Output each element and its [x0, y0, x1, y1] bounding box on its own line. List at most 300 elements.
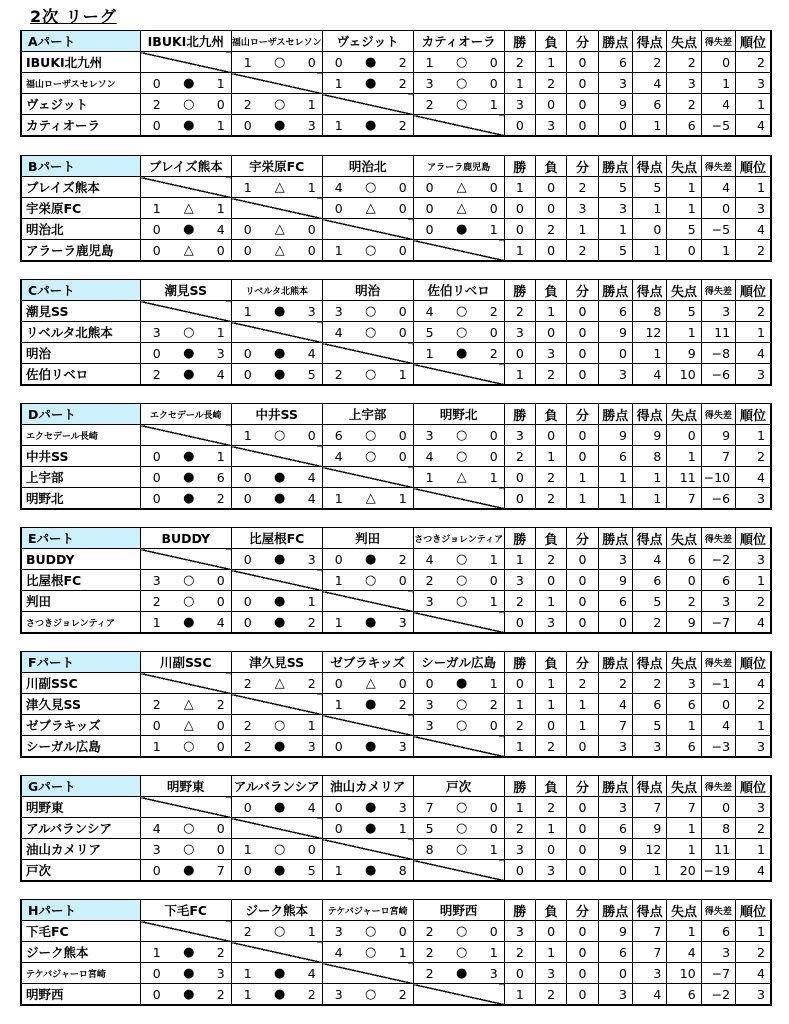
- self-match-cell: [322, 963, 413, 984]
- match-result: [322, 198, 413, 219]
- stat-gd: 8: [701, 818, 735, 839]
- stat-rank: 4: [736, 219, 771, 240]
- score-for: 2: [243, 717, 252, 733]
- result-mark: △: [274, 221, 285, 237]
- match-score: [141, 449, 231, 464]
- opponent-header: 上宇部: [322, 404, 413, 425]
- score-for: 3: [152, 841, 161, 857]
- league-table: [20, 775, 772, 882]
- stat-gf: 12: [632, 322, 666, 343]
- score-against: 4: [307, 490, 316, 506]
- result-mark: ●: [365, 799, 377, 815]
- team-name: 明治: [21, 343, 140, 364]
- stat-win: 1: [504, 984, 535, 1006]
- score-against: 1: [489, 469, 498, 485]
- match-score: [323, 697, 413, 712]
- stat-header-draw: 分: [567, 900, 598, 921]
- match-score: [141, 573, 231, 588]
- match-result: [231, 860, 322, 882]
- score-for: 0: [334, 799, 343, 815]
- score-for: 2: [425, 96, 434, 112]
- match-score: [232, 222, 322, 237]
- stat-ga: 2: [667, 591, 701, 612]
- stat-header-loss: 負: [535, 528, 566, 549]
- match-score: [232, 97, 322, 112]
- team-name: 比屋根FC: [21, 570, 140, 591]
- stat-header-loss: 負: [535, 900, 566, 921]
- league-table: [20, 899, 772, 1006]
- match-result: [140, 694, 231, 715]
- match-score: [232, 304, 322, 319]
- match-result: [413, 818, 504, 839]
- stat-gf: 8: [632, 446, 666, 467]
- score-for: 0: [243, 366, 252, 382]
- stat-draw: 0: [567, 736, 598, 758]
- score-against: 1: [307, 96, 316, 112]
- stat-header-rank: 順位: [736, 652, 771, 673]
- score-for: 4: [425, 551, 434, 567]
- score-against: 0: [307, 242, 316, 258]
- stat-draw: 0: [567, 446, 598, 467]
- stat-draw: 2: [567, 177, 598, 198]
- stat-gf: 5: [632, 177, 666, 198]
- score-for: 0: [152, 221, 161, 237]
- stat-loss: 2: [535, 488, 566, 510]
- team-row: [21, 73, 771, 94]
- match-result: [140, 963, 231, 984]
- score-for: 1: [334, 75, 343, 91]
- match-result: [322, 818, 413, 839]
- score-against: 4: [307, 469, 316, 485]
- match-result: [140, 984, 231, 1006]
- score-against: 3: [307, 303, 316, 319]
- score-for: 0: [425, 179, 434, 195]
- match-score: [141, 367, 231, 382]
- stat-rank: 2: [736, 301, 771, 322]
- score-for: 3: [334, 923, 343, 939]
- self-match-cell: [140, 673, 231, 694]
- score-for: 2: [243, 96, 252, 112]
- stat-points: 3: [598, 198, 632, 219]
- score-against: 0: [398, 179, 407, 195]
- stat-points: 6: [598, 942, 632, 963]
- team-name: リベルタ北熊本: [21, 322, 140, 343]
- score-for: 2: [334, 366, 343, 382]
- stat-gd: 6: [701, 921, 735, 942]
- team-row: [21, 673, 771, 694]
- result-mark: ○: [183, 572, 195, 588]
- stat-header-loss: 負: [535, 156, 566, 177]
- result-mark: ○: [365, 179, 377, 195]
- stat-ga: 6: [667, 115, 701, 137]
- score-against: 0: [216, 841, 225, 857]
- self-match-cell: [231, 322, 322, 343]
- stat-header-draw: 分: [567, 652, 598, 673]
- result-mark: ○: [455, 841, 468, 857]
- team-name: 明野東: [21, 797, 140, 818]
- score-against: 0: [216, 572, 225, 588]
- score-against: 0: [216, 96, 225, 112]
- stat-gf: 1: [632, 343, 666, 364]
- stat-gf: 5: [632, 715, 666, 736]
- stat-header-gf: 得点: [632, 900, 666, 921]
- match-result: [231, 467, 322, 488]
- stat-header-win: 勝: [504, 404, 535, 425]
- stat-rank: 1: [736, 715, 771, 736]
- stat-gd: 0: [701, 797, 735, 818]
- match-result: [140, 446, 231, 467]
- stat-win: 0: [504, 612, 535, 634]
- team-row: [21, 322, 771, 343]
- score-against: 6: [216, 469, 225, 485]
- self-match-cell: [231, 198, 322, 219]
- match-result: [413, 177, 504, 198]
- stat-rank: 2: [736, 52, 771, 73]
- stat-header-rank: 順位: [736, 900, 771, 921]
- part-label: Fパート: [21, 652, 140, 673]
- match-score: [323, 367, 413, 382]
- stat-gf: 1: [632, 860, 666, 882]
- stat-gf: 2: [632, 612, 666, 634]
- stat-ga: 9: [667, 343, 701, 364]
- match-score: [323, 180, 413, 195]
- stat-gf: 4: [632, 549, 666, 570]
- match-result: [322, 73, 413, 94]
- opponent-header: BUDDY: [140, 528, 231, 549]
- score-against: 0: [307, 841, 316, 857]
- team-name: 佐伯リベロ: [21, 364, 140, 386]
- result-mark: ●: [183, 75, 195, 91]
- stat-rank: 3: [736, 198, 771, 219]
- score-for: 3: [152, 324, 161, 340]
- stat-loss: 0: [535, 425, 566, 446]
- score-for: 4: [425, 448, 434, 464]
- result-mark: △: [456, 469, 467, 485]
- score-for: 4: [334, 324, 343, 340]
- stat-header-points: 勝点: [598, 776, 632, 797]
- stat-rank: 3: [736, 984, 771, 1006]
- match-result: [322, 984, 413, 1006]
- score-for: 0: [243, 862, 252, 878]
- stat-rank: 3: [736, 488, 771, 510]
- match-result: [322, 177, 413, 198]
- self-match-cell: [140, 549, 231, 570]
- stat-ga: 11: [667, 467, 701, 488]
- stat-gf: 7: [632, 921, 666, 942]
- team-row: [21, 694, 771, 715]
- stat-draw: 1: [567, 694, 598, 715]
- match-result: [322, 364, 413, 386]
- match-result: [322, 425, 413, 446]
- opponent-header: 宇栄原FC: [231, 156, 322, 177]
- score-against: 2: [307, 986, 316, 1002]
- stat-win: 0: [504, 343, 535, 364]
- stat-gd: −1: [701, 673, 735, 694]
- match-result: [413, 942, 504, 963]
- stat-points: 7: [598, 715, 632, 736]
- result-mark: ●: [274, 965, 286, 981]
- stat-header-points: 勝点: [598, 280, 632, 301]
- match-result: [413, 673, 504, 694]
- score-against: 0: [398, 427, 407, 443]
- stat-gf: 6: [632, 694, 666, 715]
- match-score: [232, 594, 322, 609]
- stat-win: 3: [504, 322, 535, 343]
- result-mark: ●: [274, 469, 286, 485]
- match-result: [231, 240, 322, 262]
- match-result: [413, 322, 504, 343]
- match-score: [232, 346, 322, 361]
- match-result: [140, 467, 231, 488]
- stat-win: 0: [504, 467, 535, 488]
- opponent-header: カティオーラ: [413, 31, 504, 52]
- stat-header-draw: 分: [567, 404, 598, 425]
- stat-rank: 4: [736, 467, 771, 488]
- match-score: [232, 243, 322, 258]
- score-for: 1: [243, 427, 252, 443]
- score-for: 1: [334, 490, 343, 506]
- stat-ga: 6: [667, 694, 701, 715]
- score-for: 0: [334, 675, 343, 691]
- team-row: [21, 177, 771, 198]
- match-result: [140, 94, 231, 115]
- match-score: [232, 55, 322, 70]
- opponent-header: 明治: [322, 280, 413, 301]
- stat-draw: 0: [567, 115, 598, 137]
- score-for: 3: [425, 696, 434, 712]
- stat-ga: 10: [667, 963, 701, 984]
- result-mark: ●: [365, 75, 377, 91]
- self-match-cell: [140, 301, 231, 322]
- team-row: [21, 839, 771, 860]
- match-score: [141, 470, 231, 485]
- match-score: [323, 821, 413, 836]
- score-for: 0: [152, 986, 161, 1002]
- stat-loss: 3: [535, 860, 566, 882]
- score-against: 2: [398, 696, 407, 712]
- stat-loss: 0: [535, 177, 566, 198]
- stat-ga: 9: [667, 612, 701, 634]
- score-against: 1: [398, 490, 407, 506]
- match-result: [322, 797, 413, 818]
- score-against: 3: [398, 738, 407, 754]
- match-score: [414, 449, 504, 464]
- match-score: [232, 800, 322, 815]
- team-name: 潮見SS: [21, 301, 140, 322]
- team-row: [21, 446, 771, 467]
- self-match-cell: [322, 343, 413, 364]
- score-for: 0: [243, 551, 252, 567]
- stat-header-loss: 負: [535, 404, 566, 425]
- match-score: [414, 201, 504, 216]
- stat-ga: 0: [667, 425, 701, 446]
- score-for: 0: [334, 820, 343, 836]
- team-row: [21, 343, 771, 364]
- match-score: [232, 966, 322, 981]
- stat-gd: 3: [701, 942, 735, 963]
- team-name: 戸次: [21, 860, 140, 882]
- result-mark: ●: [274, 614, 286, 630]
- match-score: [323, 676, 413, 691]
- score-against: 0: [216, 820, 225, 836]
- stat-ga: 3: [667, 73, 701, 94]
- score-against: 1: [489, 841, 498, 857]
- score-against: 1: [216, 200, 225, 216]
- match-result: [140, 591, 231, 612]
- stat-ga: 1: [667, 198, 701, 219]
- stat-loss: 0: [535, 240, 566, 262]
- team-row: [21, 570, 771, 591]
- stat-gf: 4: [632, 73, 666, 94]
- match-score: [414, 842, 504, 857]
- result-mark: ○: [455, 324, 468, 340]
- team-row: [21, 52, 771, 73]
- match-score: [141, 615, 231, 630]
- score-for: 1: [243, 986, 252, 1002]
- stat-points: 3: [598, 736, 632, 758]
- stat-win: 0: [504, 219, 535, 240]
- stat-header-win: 勝: [504, 31, 535, 52]
- team-name: 明野北: [21, 488, 140, 510]
- stat-draw: 0: [567, 343, 598, 364]
- match-score: [414, 676, 504, 691]
- header-row: [21, 156, 771, 177]
- stat-win: 3: [504, 921, 535, 942]
- match-result: [140, 612, 231, 634]
- match-result: [322, 942, 413, 963]
- stat-loss: 3: [535, 115, 566, 137]
- stat-draw: 0: [567, 425, 598, 446]
- match-score: [141, 346, 231, 361]
- stat-header-gd: 得失差: [701, 156, 735, 177]
- header-row: [21, 404, 771, 425]
- result-mark: ●: [183, 944, 195, 960]
- stat-win: 0: [504, 115, 535, 137]
- score-for: 6: [334, 427, 343, 443]
- team-name: 上宇部: [21, 467, 140, 488]
- match-result: [231, 177, 322, 198]
- stat-ga: 3: [667, 673, 701, 694]
- score-against: 2: [216, 696, 225, 712]
- result-mark: △: [274, 675, 285, 691]
- match-score: [323, 615, 413, 630]
- result-mark: ○: [365, 572, 377, 588]
- result-mark: △: [456, 200, 467, 216]
- stat-points: 3: [598, 73, 632, 94]
- self-match-cell: [322, 219, 413, 240]
- score-against: 2: [398, 54, 407, 70]
- result-mark: ●: [183, 117, 195, 133]
- result-mark: ○: [455, 799, 468, 815]
- stat-header-points: 勝点: [598, 31, 632, 52]
- stat-win: 2: [504, 52, 535, 73]
- match-result: [413, 921, 504, 942]
- self-match-cell: [140, 921, 231, 942]
- team-row: [21, 240, 771, 262]
- stat-ga: 1: [667, 177, 701, 198]
- result-mark: ●: [183, 490, 195, 506]
- page-title: 2次 リーグ: [30, 7, 117, 26]
- result-mark: △: [274, 179, 285, 195]
- match-result: [231, 839, 322, 860]
- league-table: [20, 30, 772, 137]
- stat-draw: 0: [567, 839, 598, 860]
- score-against: 3: [398, 799, 407, 815]
- result-mark: ○: [274, 427, 286, 443]
- score-against: 4: [216, 221, 225, 237]
- result-mark: ●: [365, 551, 377, 567]
- stat-gf: 7: [632, 942, 666, 963]
- stat-header-gf: 得点: [632, 652, 666, 673]
- result-mark: ○: [455, 427, 468, 443]
- stat-ga: 0: [667, 240, 701, 262]
- team-row: [21, 736, 771, 758]
- stat-points: 3: [598, 549, 632, 570]
- result-mark: △: [365, 490, 376, 506]
- score-for: 0: [243, 117, 252, 133]
- score-for: 3: [334, 303, 343, 319]
- score-against: 4: [216, 366, 225, 382]
- match-score: [141, 201, 231, 216]
- stat-gd: 0: [701, 198, 735, 219]
- score-for: 3: [152, 572, 161, 588]
- opponent-header: ヴェジット: [322, 31, 413, 52]
- score-against: 2: [398, 986, 407, 1002]
- opponent-header: 油山カメリア: [322, 776, 413, 797]
- result-mark: ○: [365, 366, 377, 382]
- opponent-header: 津久見SS: [231, 652, 322, 673]
- match-score: [232, 118, 322, 133]
- stat-loss: 0: [535, 570, 566, 591]
- stat-rank: 1: [736, 322, 771, 343]
- score-for: 0: [152, 448, 161, 464]
- result-mark: ○: [455, 448, 468, 464]
- result-mark: ●: [183, 345, 195, 361]
- stat-gf: 1: [632, 198, 666, 219]
- score-against: 2: [489, 696, 498, 712]
- match-score: [141, 222, 231, 237]
- match-score: [323, 243, 413, 258]
- team-row: [21, 591, 771, 612]
- match-result: [140, 942, 231, 963]
- team-row: [21, 549, 771, 570]
- result-mark: ●: [183, 986, 195, 1002]
- stat-ga: 5: [667, 301, 701, 322]
- part-label: Cパート: [21, 280, 140, 301]
- stat-loss: 1: [535, 446, 566, 467]
- result-mark: ○: [455, 303, 468, 319]
- self-match-cell: [231, 818, 322, 839]
- stat-loss: 1: [535, 694, 566, 715]
- match-score: [414, 800, 504, 815]
- stat-gd: −6: [701, 364, 735, 386]
- stat-loss: 3: [535, 612, 566, 634]
- opponent-header: 福山ローザスセレソン: [231, 31, 322, 52]
- match-score: [414, 552, 504, 567]
- stat-header-loss: 負: [535, 280, 566, 301]
- match-score: [414, 325, 504, 340]
- stat-points: 0: [598, 963, 632, 984]
- opponent-header: 戸次: [413, 776, 504, 797]
- header-row: [21, 280, 771, 301]
- match-score: [414, 346, 504, 361]
- match-result: [140, 115, 231, 137]
- stat-points: 6: [598, 591, 632, 612]
- result-mark: △: [183, 242, 194, 258]
- stat-draw: 0: [567, 591, 598, 612]
- result-mark: ●: [183, 965, 195, 981]
- self-match-cell: [413, 240, 504, 262]
